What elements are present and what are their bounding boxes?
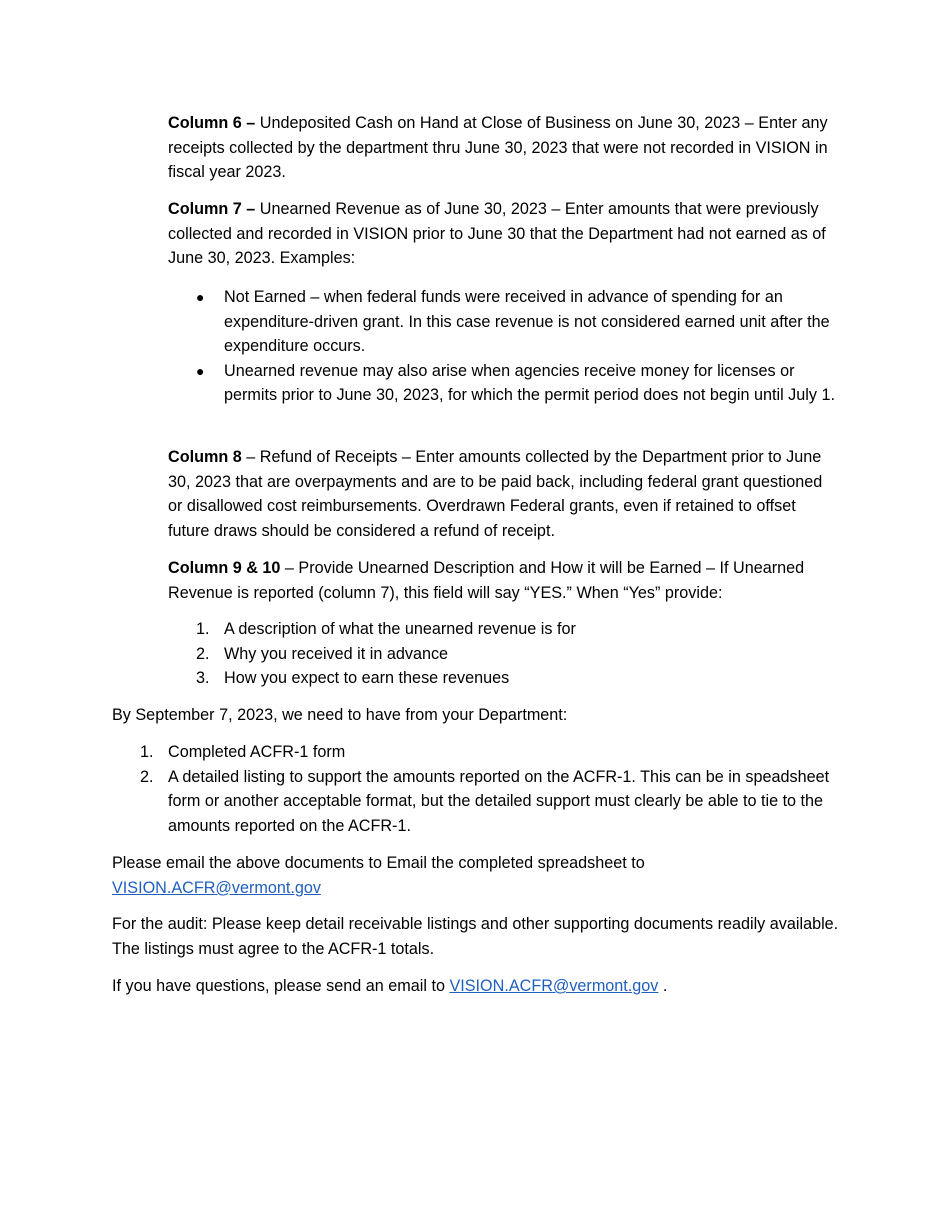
list-item: [168, 617, 840, 642]
column-6-text: Undeposited Cash on Hand at Close of Business on June 30, 2023 – Enter any receipts collected by the department thru June 30, 2023 that were not recorded in VISION in fiscal year 2023.: [168, 114, 828, 182]
column-7-paragraph: [168, 197, 840, 271]
audit-text: For the audit: Please keep detail receivable listings and other supporting documents readily available. The listings must agree to the ACFR-1 totals.: [112, 915, 839, 958]
list-item: [112, 765, 840, 839]
list-item-text: A detailed listing to support the amounts reported on the ACFR-1. This can be in speadsheet form or another acceptable format, but the detailed support must clearly be able to tie to the amounts reported on the ACFR-1.: [168, 767, 830, 835]
list-item: [168, 642, 840, 667]
list-item-text: Why you received it in advance: [224, 644, 449, 663]
column-6-heading: Column 6 –: [168, 114, 256, 132]
deadline-numbered-list: [112, 740, 840, 838]
column-7-heading: Column 7 –: [168, 200, 256, 218]
column-6-paragraph: [168, 111, 840, 185]
bullet-icon: ●: [196, 362, 205, 379]
bullet-text: Not Earned – when federal funds were received in advance of spending for an expenditure-driven grant. In this case revenue is not considered earned unit after the expenditure occurs.: [224, 288, 830, 356]
bullet-icon: ●: [196, 289, 205, 305]
questions-suffix: .: [658, 977, 668, 995]
column-7-text: Unearned Revenue as of June 30, 2023 – Enter amounts that were previously collected and recorded in VISION prior to June 30 that the Department had not earned as of June 30, 2023. Examples:: [168, 200, 826, 268]
column-9-10-heading: Column 9 & 10: [168, 559, 281, 577]
email-link[interactable]: VISION.ACFR@vermont.gov: [112, 878, 321, 897]
column-9-10-numbered-list: [168, 617, 840, 691]
list-number: 1.: [140, 743, 154, 761]
bullet-text: Unearned revenue may also arise when agencies receive money for licenses or permits prior to June 30, 2023, for which the permit period does not begin until July 1.: [224, 361, 835, 405]
list-number: 1.: [196, 620, 210, 638]
list-item-text: Completed ACFR-1 form: [168, 743, 346, 761]
column-8-text: – Refund of Receipts – Enter amounts collected by the Department prior to June 30, 2023 that are overpayments and are to be paid back, including federal grant questioned or disallowed cost reimbursements. Overdrawn Federal grants, even if retained to offset future draws should be considered a refund of receipt.: [168, 448, 823, 540]
list-item: [168, 666, 840, 691]
deadline-paragraph: [112, 703, 840, 728]
column-9-10-text: – Provide Unearned Description and How it will be Earned – If Unearned Revenue is reported (column 7), this field will say “YES.” When “Yes” provide:: [168, 559, 805, 602]
column-7-bullet-list: [168, 285, 840, 408]
questions-email-link[interactable]: VISION.ACFR@vermont.gov: [449, 977, 659, 995]
list-item: [168, 359, 840, 408]
list-number: 2.: [196, 644, 210, 663]
column-8-paragraph: [168, 445, 840, 543]
column-9-10-paragraph: [168, 556, 840, 605]
questions-paragraph: [112, 974, 840, 999]
list-item: [112, 740, 840, 765]
column-8-heading: Column 8: [168, 448, 242, 466]
email-instructions-paragraph: [112, 851, 840, 900]
list-item: [168, 285, 840, 359]
questions-text: If you have questions, please send an email to: [112, 977, 450, 995]
deadline-text: By September 7, 2023, we need to have from your Department:: [112, 706, 568, 724]
list-number: 2.: [140, 767, 154, 786]
list-item-text: A description of what the unearned revenue is for: [224, 620, 576, 638]
list-item-text: How you expect to earn these revenues: [224, 669, 510, 688]
list-number: 3.: [196, 669, 210, 688]
email-instructions-text: Please email the above documents to Email the completed spreadsheet to: [112, 854, 645, 872]
audit-paragraph: [112, 912, 840, 961]
